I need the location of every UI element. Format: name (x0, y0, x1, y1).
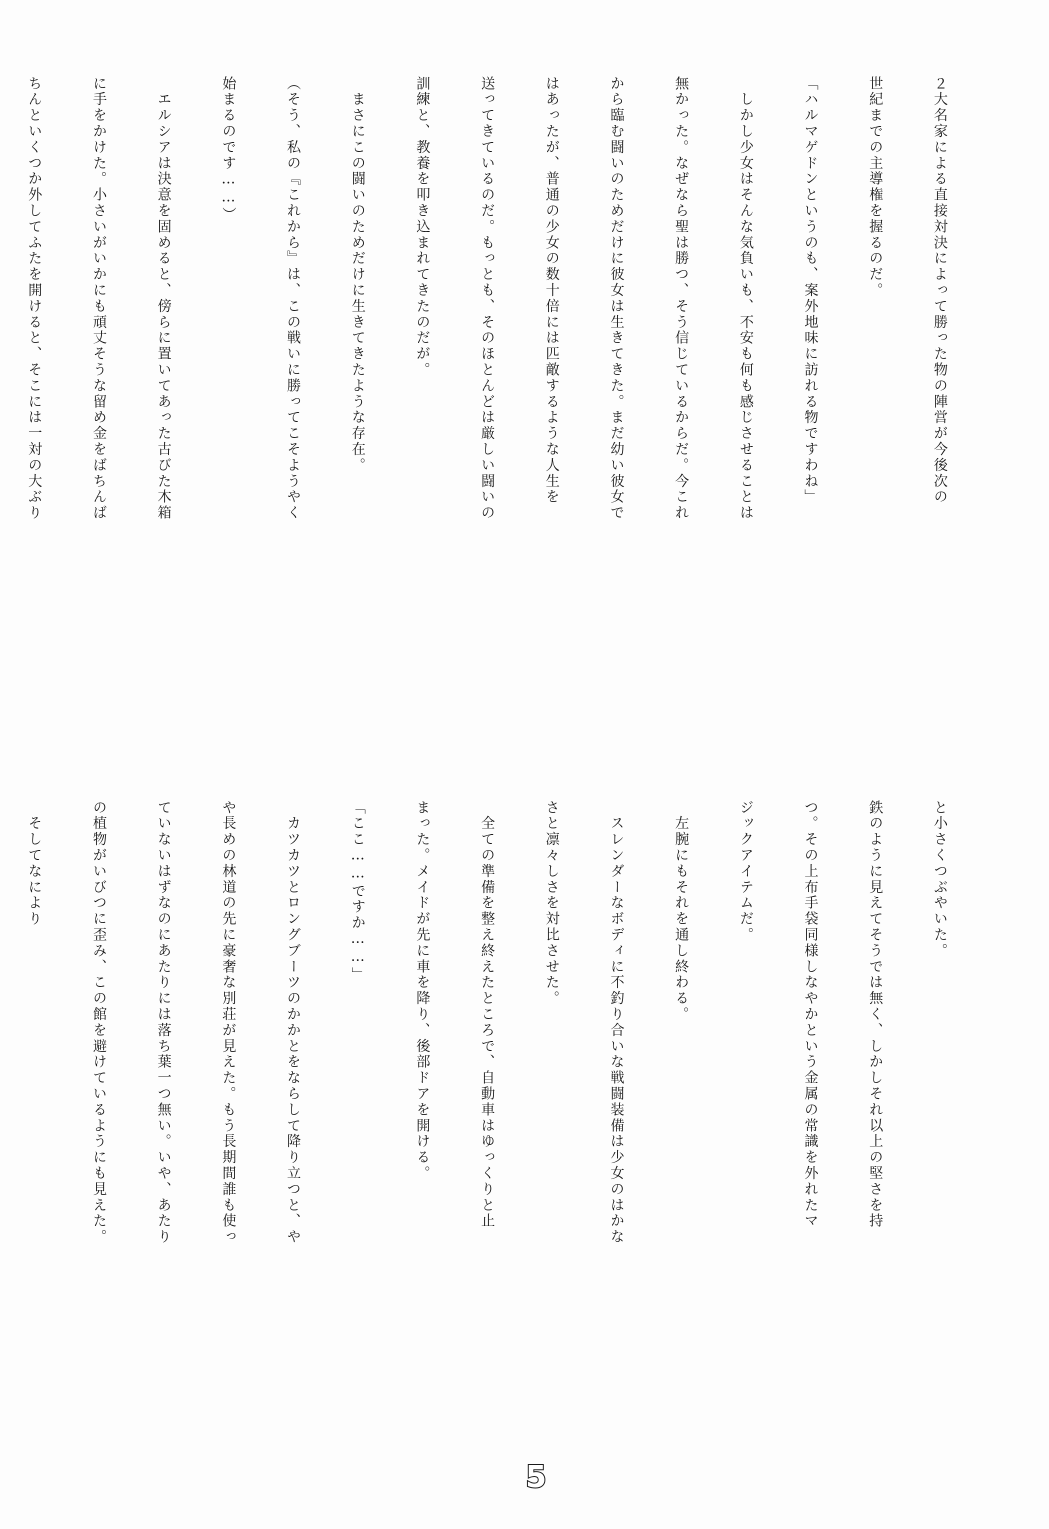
text-column: 送ってきているのだ。もっとも、そのほとんどは厳しい闘いの (479, 76, 496, 522)
text-column: はあったが、普通の少女の数十倍には匹敵するような人生を (543, 76, 560, 506)
text-column: 鉄のように見えてそうでは無く、しかしそれ以上の堅さを持 (867, 800, 884, 1230)
text-column: ていないはずなのにあたりには落ち葉一つ無い。いや、あたり (155, 800, 172, 1246)
text-column: ちんといくつか外してふたを開けると、そこには一対の大ぶり (26, 76, 43, 522)
text-column: しかし少女はそんな気負いも、不安も何も感じさせることは (737, 76, 754, 522)
text-column: 始まるのです……） (220, 76, 237, 224)
text-column: （そう、私の『これから』は、この戦いに勝ってこそようやく (285, 76, 301, 522)
lower-text-block (26, 800, 993, 1440)
text-column: つ。その上布手袋同様しなやかという金属の常識を外れたマ (802, 800, 819, 1230)
text-column: ２大名家による直接対決によって勝った物の陣営が今後次の (931, 76, 948, 506)
text-column: や長めの林道の先に豪奢な別荘が見えた。もう長期間誰も使っ (220, 800, 237, 1246)
text-column: の植物がいびつに歪み、この館を避けているようにも見えた。 (90, 800, 107, 1246)
text-column: 全ての準備を整え終えたところで、自動車はゆっくりと止 (479, 800, 496, 1230)
text-column: まった。メイドが先に車を降り、後部ドアを開ける。 (414, 800, 431, 1182)
text-column: から臨む闘いのためだけに彼女は生きてきた。まだ幼い彼女で (608, 76, 625, 522)
text-column: 無かった。なぜなら聖は勝つ、そう信じているからだ。今これ (673, 76, 690, 522)
text-column: さと凛々しさを対比させた。 (543, 800, 560, 1007)
text-column: そしてなにより (26, 800, 43, 928)
text-column: カツカツとロングブーツのかかとをならして降り立つと、や (285, 800, 301, 1246)
text-column: スレンダーなボディに不釣り合いな戦闘装備は少女のはかな (608, 800, 625, 1246)
text-column: 「ここ……ですか……」 (349, 800, 366, 983)
text-column: 「ハルマゲドンというのも、案外地味に訪れる物ですわね」 (802, 76, 819, 506)
text-column: ジックアイテムだ。 (737, 800, 754, 944)
text-column: エルシアは決意を固めると、傍らに置いてあった古びた木箱 (155, 76, 172, 522)
text-column: 世紀までの主導権を握るのだ。 (867, 76, 884, 299)
text-column: 左腕にもそれを通し終わる。 (673, 800, 690, 1023)
text-column: と小さくつぶやいた。 (931, 800, 948, 959)
text-column: まさにこの闘いのためだけに生きてきたような存在。 (349, 76, 366, 474)
text-column: 訓練と、教養を叩き込まれてきたのだが。 (414, 76, 431, 379)
page-number: 5 (525, 1460, 547, 1495)
text-column: に手をかけた。小さいがいかにも頑丈そうな留め金をばちんば (90, 76, 107, 522)
upper-text-block (26, 76, 993, 756)
